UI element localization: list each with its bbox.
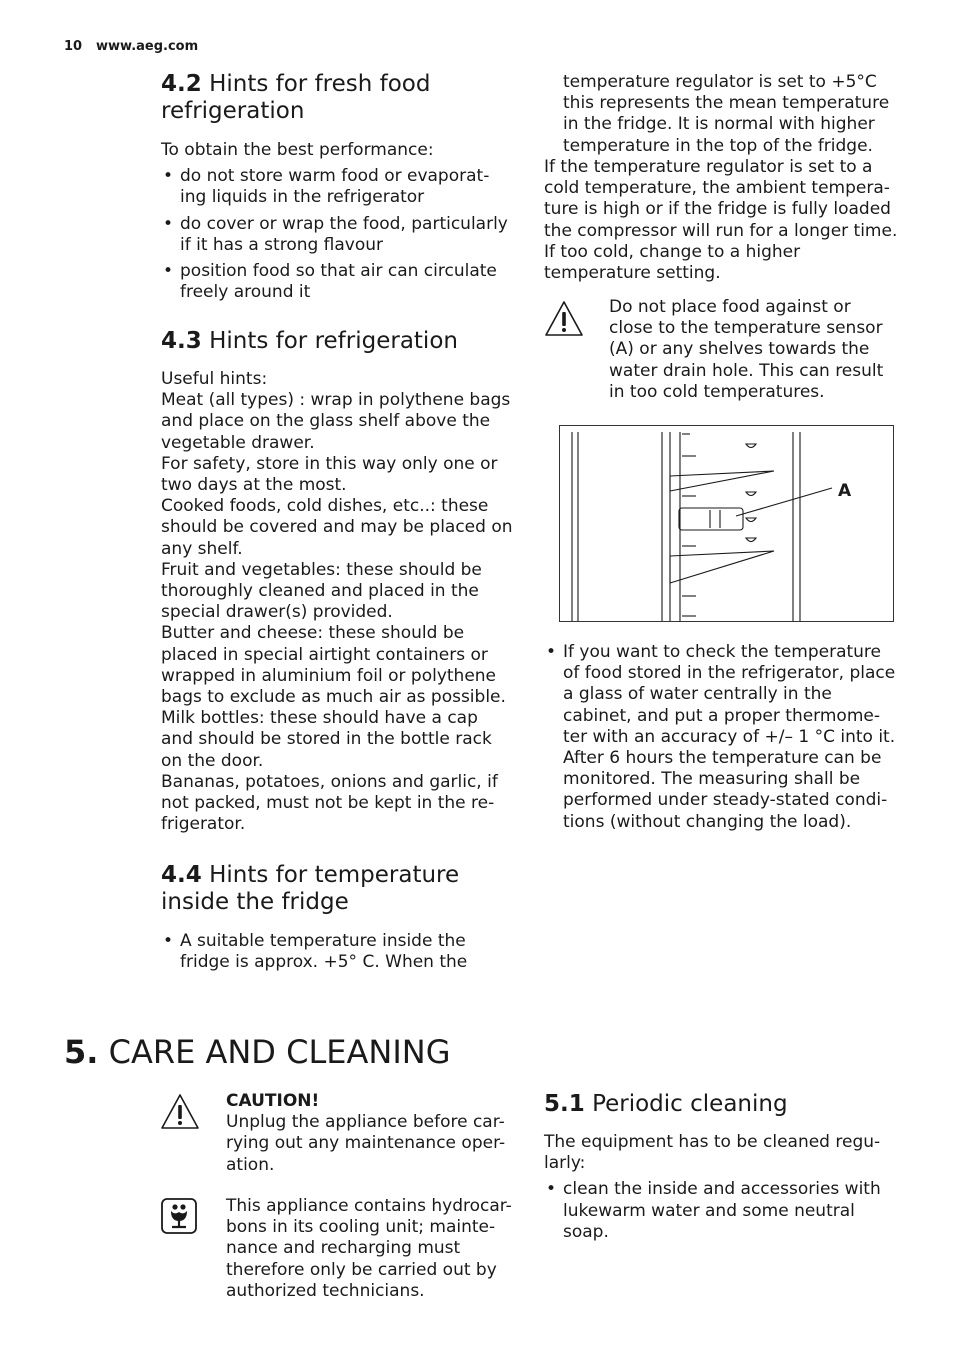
chapter-number: 5. xyxy=(64,1033,99,1071)
list-item: • A suitable temperature inside the fridge is approx. +5° C. When the xyxy=(161,931,491,973)
section-4-2-body xyxy=(161,140,513,308)
page-number: 10 xyxy=(64,39,83,54)
paragraph: For safety, store in this way only one or two days at the most. xyxy=(161,453,498,496)
paragraph: Milk bottles: these should have a cap and should be stored in the bottle rack on the door. xyxy=(161,708,492,771)
paragraph: Useful hints: xyxy=(161,369,268,389)
section-4-3-body xyxy=(161,369,513,835)
sensor-label: A xyxy=(838,481,852,501)
section-4-4-bullet-2 xyxy=(544,642,898,838)
paragraph: Butter and cheese: these should be placed in special airtight containers or wrapped in aluminium foil or polythene bags to exclude as much air as possible. xyxy=(161,623,506,708)
section-title: Hints for temperature inside the fridge xyxy=(161,862,460,915)
bullet-continuation: temperature regulator is set to +5°C this represents the mean temperature in the fridge. It is normal with higher temperature in the top of the fridge. xyxy=(563,72,890,156)
bullet-list xyxy=(161,166,513,303)
caution-block xyxy=(226,1091,518,1176)
intro-text: To obtain the best performance: xyxy=(161,140,434,160)
intro-text: The equipment has to be cleaned regu-larly: xyxy=(544,1132,881,1174)
section-number: 4.2 xyxy=(161,71,202,97)
section-number: 4.3 xyxy=(161,328,202,354)
paragraph: If the temperature regulator is set to a cold temperature, the ambient tempera-ture is high or if the fridge is fully loaded the compressor will run for a longer time. If too cold, change to a higher temperature setting. xyxy=(544,157,898,284)
caution-text: Unplug the appliance before car-rying out any maintenance oper-ation. xyxy=(226,1112,506,1175)
header-url: www.aeg.com xyxy=(96,39,199,54)
section-title: Hints for fresh food refrigeration xyxy=(161,71,431,124)
section-4-3-heading xyxy=(161,328,501,355)
fridge-diagram xyxy=(560,426,893,621)
list-item: • If you want to check the temperature of food stored in the refrigerator, place a glass of water centrally in the cabinet, and put a proper thermome-ter with an accuracy of +/– 1 °C into it. After 6 hours the temperature can be monitored. The measuring shall be performed under steady-stated condi-tions (without changing the load). xyxy=(544,642,898,833)
section-title: Periodic cleaning xyxy=(592,1091,788,1117)
caution-icon xyxy=(160,1092,200,1136)
section-5-1-body xyxy=(544,1132,898,1248)
section-4-2-heading xyxy=(161,71,501,125)
section-number: 4.4 xyxy=(161,862,202,888)
caution-title: CAUTION! xyxy=(226,1091,320,1111)
paragraph: Cooked foods, cold dishes, etc..: these should be covered and may be placed on any shelf. xyxy=(161,496,513,559)
paragraph: Fruit and vegetables: these should be thoroughly cleaned and placed in the special drawer(s) provided. xyxy=(161,559,482,623)
paragraph: Meat (all types) : wrap in polythene bags and place on the glass shelf above the vegetable drawer. xyxy=(161,390,511,453)
environment-recycle-icon xyxy=(160,1197,200,1241)
section-title: Hints for refrigeration xyxy=(209,328,458,354)
list-item: • do not store warm food or evaporat-ing liquids in the refrigerator xyxy=(161,166,513,208)
paragraph: Bananas, potatoes, onions and garlic, if not packed, must not be kept in the re-frigerator. xyxy=(161,771,498,835)
section-4-4-heading xyxy=(161,862,501,916)
warning-icon xyxy=(544,299,584,343)
section-4-4-bullet-start xyxy=(161,931,491,978)
warning-text: Do not place food against or close to the temperature sensor (A) or any shelves towards the water drain hole. This can result in too cold temperatures. xyxy=(609,297,884,402)
chapter-heading xyxy=(64,1032,450,1072)
bullet-list xyxy=(544,1179,898,1243)
section-5-1-heading xyxy=(544,1091,894,1118)
list-item: • do cover or wrap the food, particularly if it has a strong flavour xyxy=(161,214,513,256)
fridge-sensor-figure xyxy=(559,425,894,622)
chapter-title: CARE AND CLEANING xyxy=(108,1033,451,1071)
section-number: 5.1 xyxy=(544,1091,585,1117)
environment-text: This appliance contains hydrocar-bons in its cooling unit; mainte-nance and recharging must therefore only be carried out by authorized technicians. xyxy=(226,1196,512,1301)
list-item: • position food so that air can circulate freely around it xyxy=(161,261,513,303)
list-item: • clean the inside and accessories with lukewarm water and some neutral soap. xyxy=(544,1179,898,1243)
